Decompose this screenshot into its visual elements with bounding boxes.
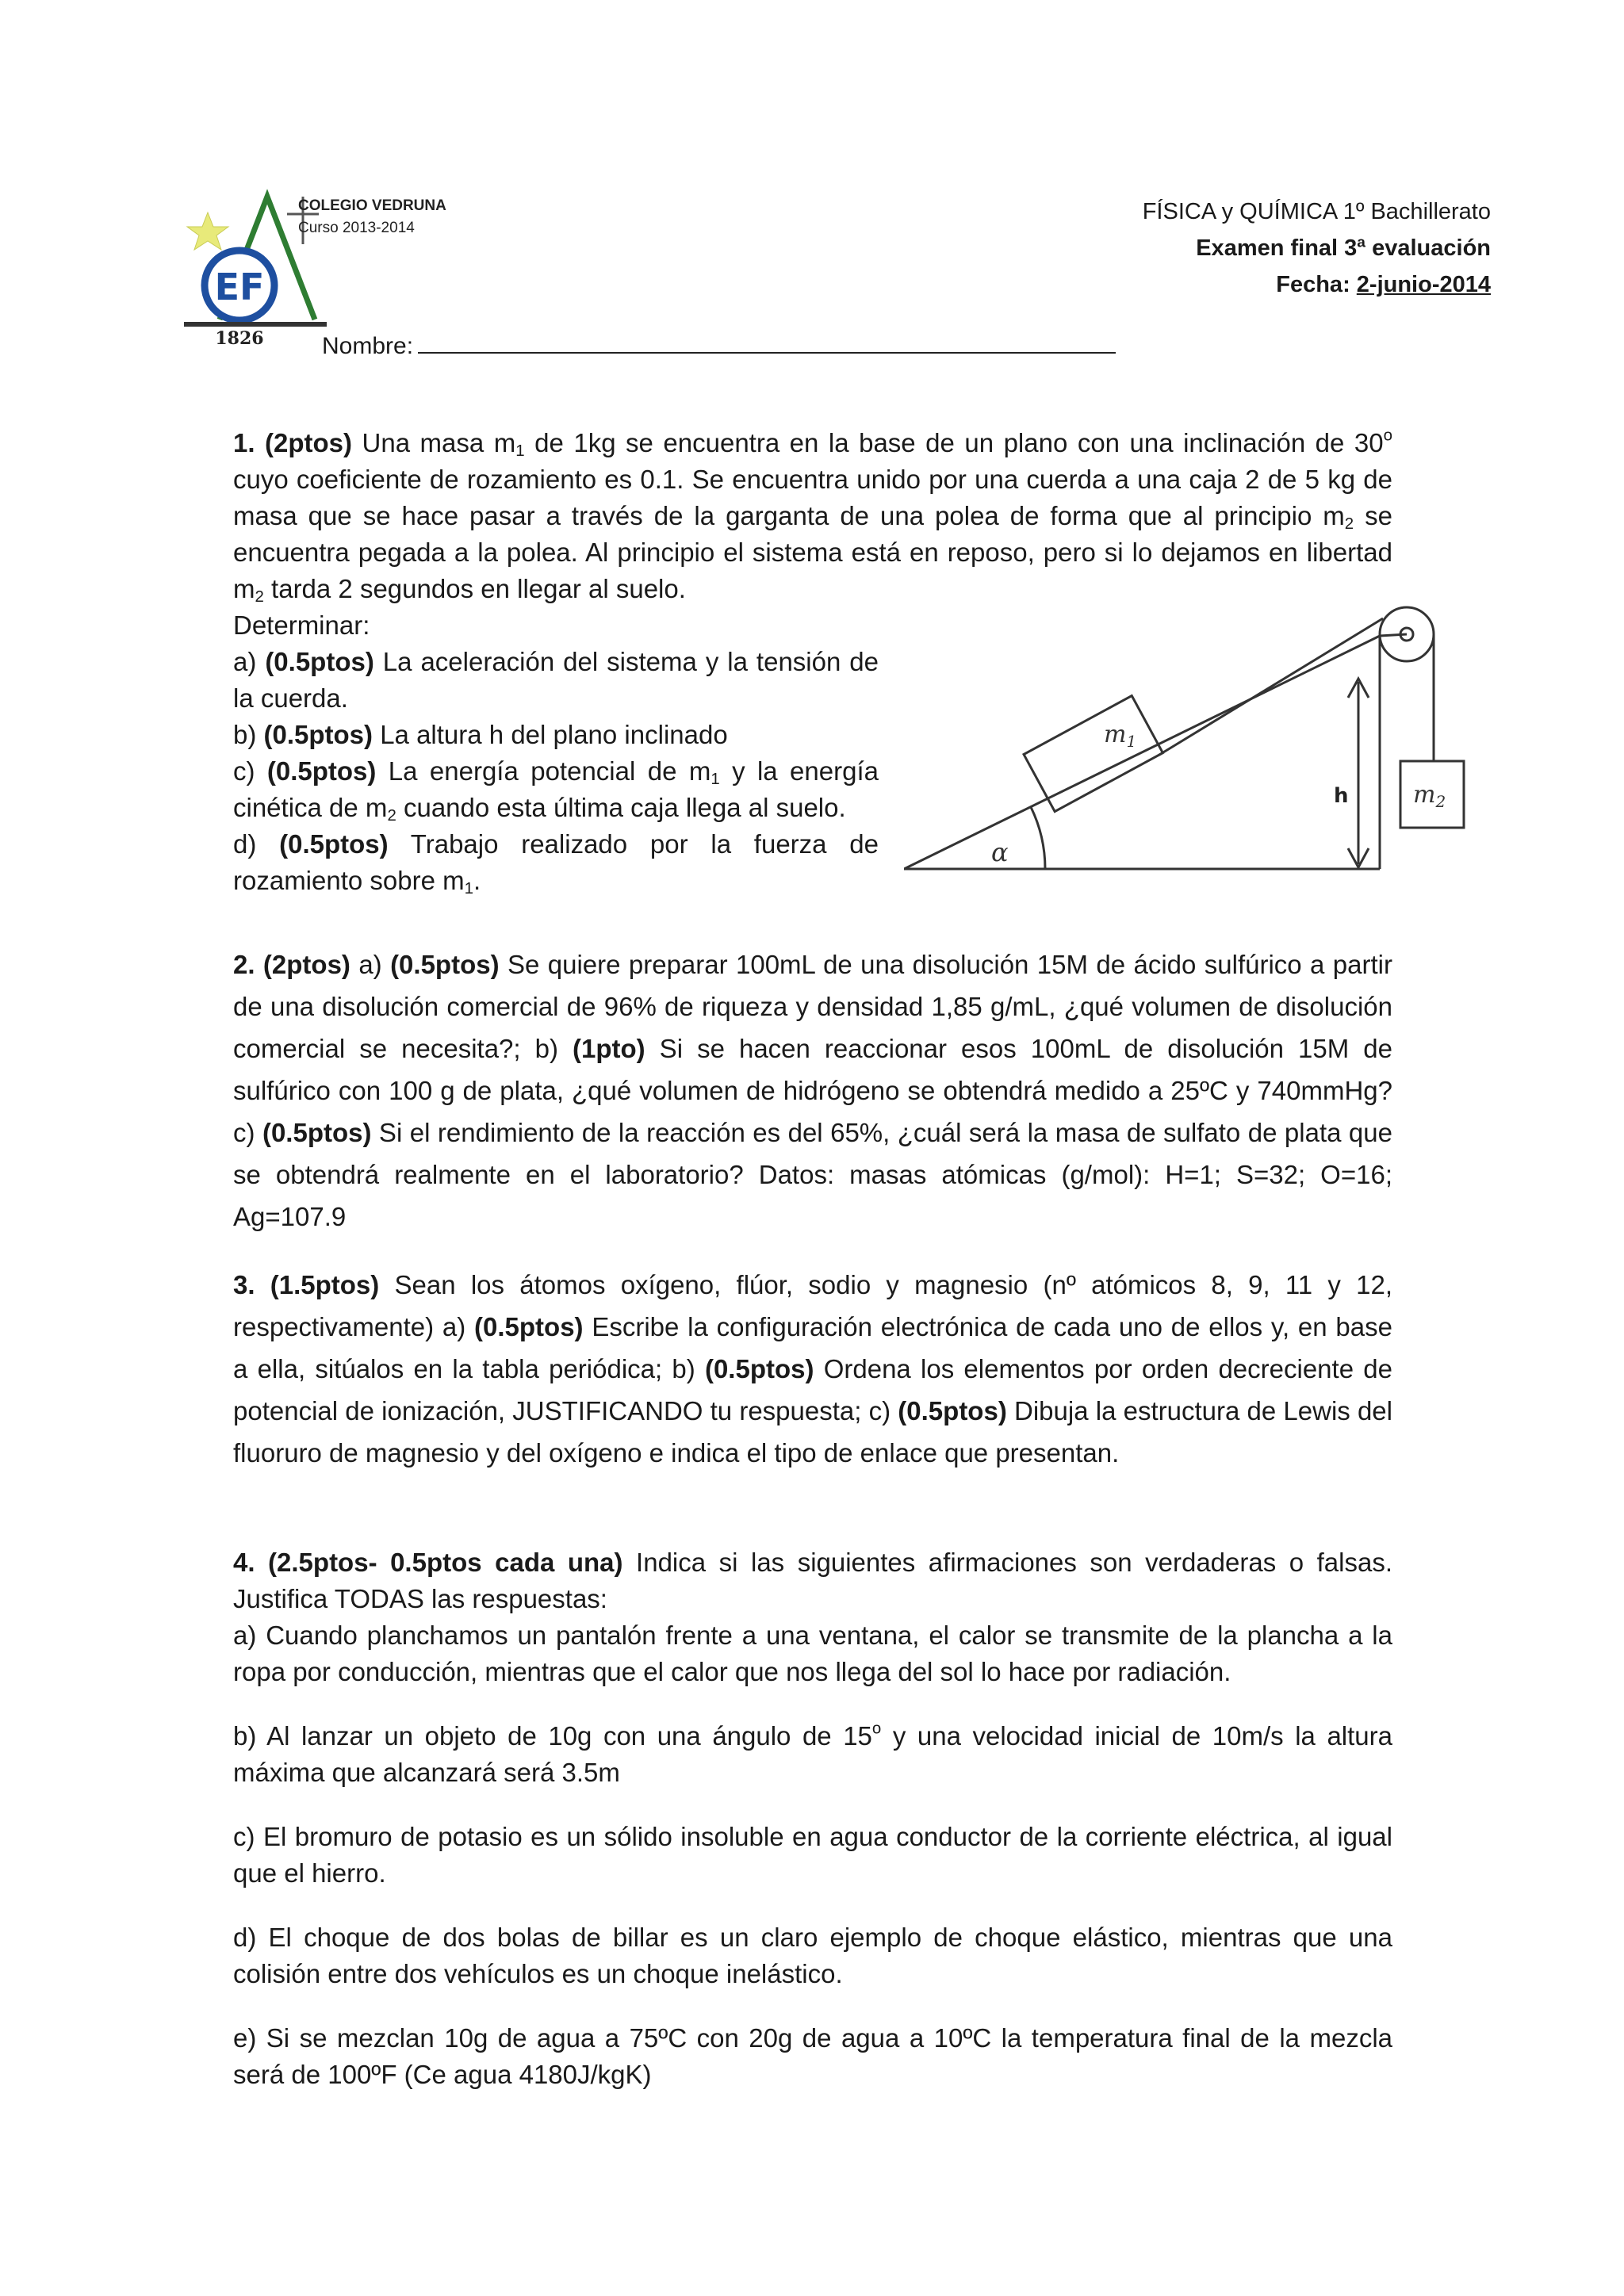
part-points: (0.5ptos) [262,1118,372,1147]
part-text: Ordena los elementos por orden decreciente de potencial de ionización, JUSTIFICANDO tu respuesta; c) [233,1354,1392,1425]
subscript: 2 [387,806,396,825]
subscript: 2 [1344,515,1354,534]
part-points: (0.5ptos) [263,720,373,749]
q1-part-b [233,717,879,753]
part-text: b) Al lanzar un objeto de 10g con una ángulo de 15 [233,1721,872,1751]
q1-text: se encuentra pegada a la polea. Al principio el sistema está en reposo, pero si lo dejamos en libertad m [233,501,1392,603]
q1-number: 1. (2ptos) [233,428,353,457]
subject-title: FÍSICA y QUÍMICA 1º Bachillerato [1142,199,1491,224]
exam-title: Examen final 3ª evaluación [1196,235,1491,261]
part-text: La altura h del plano inclinado [373,720,728,749]
q2-number: 2. (2ptos) [233,950,350,979]
part-text: . [473,866,481,895]
angle-arc [1031,807,1045,869]
m1-letter: m [1104,721,1127,748]
q4-number: 4. (2.5ptos- 0.5ptos cada una) [233,1548,623,1577]
subscript: 1 [464,879,473,898]
degree-symbol: o [871,1719,882,1738]
name-label: Nombre: [322,333,414,359]
name-field [322,328,1116,360]
q1-determinar: Determinar: [233,610,370,640]
part-text: Si el rendimiento de la reacción es del 65%, ¿cuál será la masa de sulfato de plata que se obtendrá realmente en el laboratorio? Datos: masas atómicas (g/mol): H=1; S=32; O=16; Ag=107.9 [233,1118,1392,1231]
part-points: (0.5ptos) [704,1354,814,1383]
part-prefix: b) [233,720,264,749]
svg-text:EF: EF [214,266,265,308]
q4-statement-e: e) Si se mezclan 10g de agua a 75ºC con 20g de agua a 10ºC la temperatura final de la mezcla será de 100ºF (Ce agua 4180J/kgK) [233,2023,1392,2089]
date-label: Fecha: [1276,272,1357,297]
exam-header [1143,193,1491,303]
school-block [298,195,446,239]
part-prefix: d) [233,829,280,859]
q4-statement-d: d) El choque de dos bolas de billar es un claro ejemplo de choque elástico, mientras que una colisión entre dos vehículos es un choque inelástico. [233,1923,1392,1988]
block-m1-label [1104,721,1136,751]
q4-statement-b [233,1718,1392,1791]
school-year: Curso 2013-2014 [298,220,415,236]
degree-symbol: o [1383,426,1392,445]
q1-text: de 1kg se encuentra en la base de un plano con una inclinación de 30 [524,428,1384,457]
part-points: (0.5ptos) [279,829,389,859]
question-1-parts [233,607,879,899]
m2-letter: m [1413,781,1436,809]
block-m2-label [1413,781,1446,811]
q1-part-c [233,753,879,826]
part-points: (0.5ptos) [898,1396,1007,1425]
part-points: (0.5ptos) [474,1312,584,1341]
part-text: Se quiere preparar 100mL de una disolución 15M de ácido sulfúrico a partir de una disolución comercial de 96% de riqueza y densidad 1,85 g/mL, ¿qué volumen de disolución comercial se necesita?; b) [233,950,1392,1063]
q1-text: Una masa m [352,428,516,457]
q1-text: tarda 2 segundos en llegar al suelo. [263,574,686,603]
question-3 [233,1264,1392,1474]
angle-label: α [991,837,1009,867]
part-text: Si se hacen reaccionar esos 100mL de disolución 15M de sulfúrico con 100 g de plata, ¿qué volumen de hidrógeno se obtendrá medido a 25ºC y 740mmHg? c) [233,1034,1392,1147]
inclined-plane-diagram [904,603,1475,876]
part-text: Dibuja la estructura de Lewis del fluoruro de magnesio y del oxígeno e indica el tipo de enlace que presentan. [233,1396,1392,1468]
height-label: h [1334,784,1349,808]
part-text: Escribe la configuración electrónica de cada uno de ellos y, en base a ella, sitúalos en la tabla periódica; b) [233,1312,1392,1383]
part-text: cuando esta última caja llega al suelo. [396,793,846,822]
part-prefix: c) [233,756,267,786]
name-blank-line[interactable] [418,328,1116,354]
school-name: COLEGIO VEDRUNA [298,197,446,214]
rope-incline [1159,618,1383,755]
part-text: La aceleración del sistema y la tensión de la cuerda. [233,647,879,713]
logo-year: 1826 [215,328,264,347]
part-text: Sean los átomos oxígeno, flúor, sodio y magnesio (nº atómicos 8, 9, 11 y 12, respectivamente) a) [233,1270,1392,1341]
pulley-support [1380,634,1407,636]
q1-part-d [233,826,879,899]
exam-date [1143,266,1491,303]
part-text: La energía potencial de m [376,756,711,786]
part-text: Trabajo realizado por la fuerza de rozamiento sobre m [233,829,879,895]
q4-statement-c: c) El bromuro de potasio es un sólido insoluble en agua conductor de la corriente eléctrica, al igual que el hierro. [233,1822,1392,1888]
part-points: (0.5ptos) [265,647,374,676]
q1-text: cuyo coeficiente de rozamiento es 0.1. Se encuentra unido por una cuerda a una caja 2 de 5 kg de masa que se hace pasar a través de la garganta de una polea de forma que al principio m [233,465,1392,530]
subscript: 1 [710,770,720,789]
subscript: 1 [515,442,525,461]
part-prefix: a) [350,950,391,979]
q4-intro [233,1544,1392,1617]
m2-sub: 2 [1435,792,1446,811]
q1-part-a [233,644,879,717]
part-points: (1pto) [573,1034,645,1063]
part-points: (0.5ptos) [390,950,500,979]
q4-statement-a: a) Cuando planchamos un pantalón frente a una ventana, el calor se transmite de la plancha a la ropa por conducción, mientras que el calor que nos llega del sol lo hace por radiación. [233,1621,1392,1686]
part-prefix: a) [233,647,266,676]
subscript: 2 [255,587,264,607]
date-value: 2-junio-2014 [1356,272,1491,297]
part-text: Indica si las siguientes afirmaciones son verdaderas o falsas. Justifica TODAS las respuestas: [233,1548,1392,1613]
question-2 [233,943,1392,1238]
part-text: y una velocidad inicial de 10m/s la altura máxima que alcanzará será 3.5m [233,1721,1392,1787]
plane-incline [904,636,1380,869]
question-4 [233,1544,1392,2121]
m1-sub: 1 [1126,732,1137,751]
part-text: y la energía cinética de m [233,756,879,822]
q3-number: 3. (1.5ptos) [233,1270,380,1299]
part-points: (0.5ptos) [266,756,377,786]
question-1-intro [233,425,1392,607]
